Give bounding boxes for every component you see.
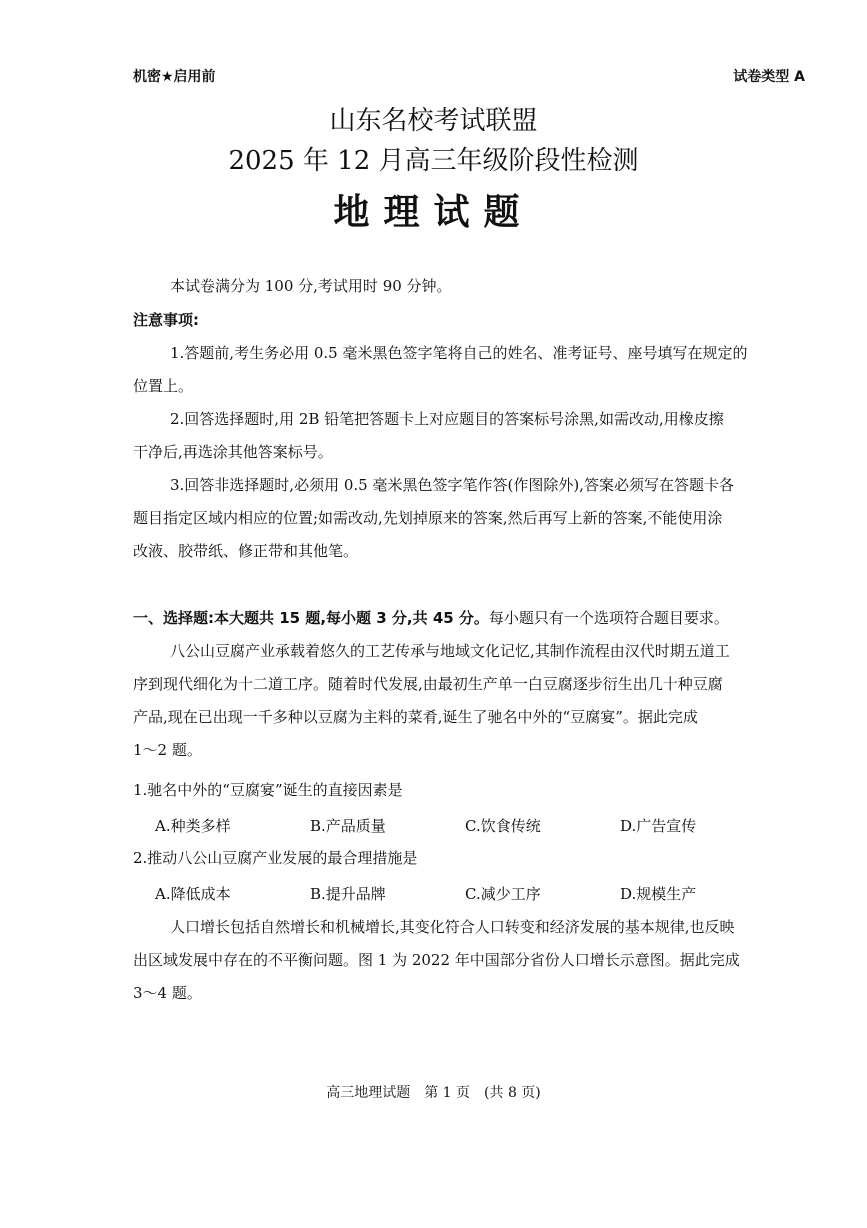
notice-item-2a: 2.回答选择题时,用 2B 铅笔把答题卡上对应题目的答案标号涂黑,如需改动,用橡皮擦 [170, 410, 724, 428]
passage2-line-1: 人口增长包括自然增长和机械增长,其变化符合人口转变和经济发展的基本规律,也反映 [170, 918, 735, 936]
question-1: 1.驰名中外的“豆腐宴”诞生的直接因素是 [133, 781, 403, 799]
passage1-line-1: 八公山豆腐产业承载着悠久的工艺传承与地域文化记忆,其制作流程由汉代时期五道工 [170, 642, 730, 660]
q2-option-a[interactable]: A.降低成本 [155, 885, 231, 903]
notice-item-3c: 改液、胶带纸、修正带和其他笔。 [133, 542, 359, 560]
exam-date-title: 2025 年 12 月高三年级阶段性检测 [228, 146, 639, 176]
section-heading-bold: 一、选择题:本大题共 15 题,每小题 3 分,共 45 分。 [133, 609, 489, 627]
question-2: 2.推动八公山豆腐产业发展的最合理措施是 [133, 849, 418, 867]
paper-type-label: 试卷类型 A [733, 69, 805, 85]
passage1-line-3: 产品,现在已出现一千多种以豆腐为主料的菜肴,诞生了驰名中外的“豆腐宴”。据此完成 [133, 708, 698, 726]
q1-option-c[interactable]: C.饮食传统 [465, 817, 541, 835]
passage2-line-2: 出区域发展中存在的不平衡问题。图 1 为 2022 年中国部分省份人口增长示意图。据此完成 [133, 951, 740, 969]
question-2-options [155, 883, 775, 904]
q2-option-b[interactable]: B.提升品牌 [310, 885, 386, 903]
question-1-options [155, 815, 775, 836]
exam-alliance-title: 山东名校考试联盟 [329, 106, 538, 136]
page-footer: 高三地理试题 第 1 页 (共 8 页) [326, 1085, 541, 1101]
notice-item-3b: 题目指定区域内相应的位置;如需改动,先划掉原来的答案,然后再写上新的答案,不能使用涂 [133, 509, 723, 527]
section-heading-rest: 每小题只有一个选项符合题目要求。 [488, 609, 729, 627]
notice-heading: 注意事项: [133, 311, 199, 329]
notice-item-3a: 3.回答非选择题时,必须用 0.5 毫米黑色签字笔作答(作图除外),答案必须写在答题卡各 [170, 476, 734, 494]
passage1-line-2: 序到现代细化为十二道工序。随着时代发展,由最初生产单一白豆腐逐步衍生出几十种豆腐 [133, 675, 723, 693]
passage1-line-4: 1～2 题。 [133, 741, 202, 759]
passage2-line-3: 3～4 题。 [133, 984, 202, 1002]
confidential-label: 机密★启用前 [133, 69, 216, 85]
notice-item-1b: 位置上。 [133, 377, 194, 395]
q1-option-d[interactable]: D.广告宣传 [620, 817, 697, 835]
q1-option-a[interactable]: A.种类多样 [155, 817, 231, 835]
q2-option-c[interactable]: C.减少工序 [465, 885, 541, 903]
notice-item-2b: 干净后,再选涂其他答案标号。 [133, 443, 333, 461]
subject-title: 地理试题 [333, 192, 534, 233]
intro-text: 本试卷满分为 100 分,考试用时 90 分钟。 [170, 277, 452, 295]
q2-option-d[interactable]: D.规模生产 [620, 885, 697, 903]
section-heading [133, 602, 813, 634]
q1-option-b[interactable]: B.产品质量 [310, 817, 386, 835]
notice-item-1a: 1.答题前,考生务必用 0.5 毫米黑色签字笔将自己的姓名、准考证号、座号填写在规定的 [170, 344, 748, 362]
